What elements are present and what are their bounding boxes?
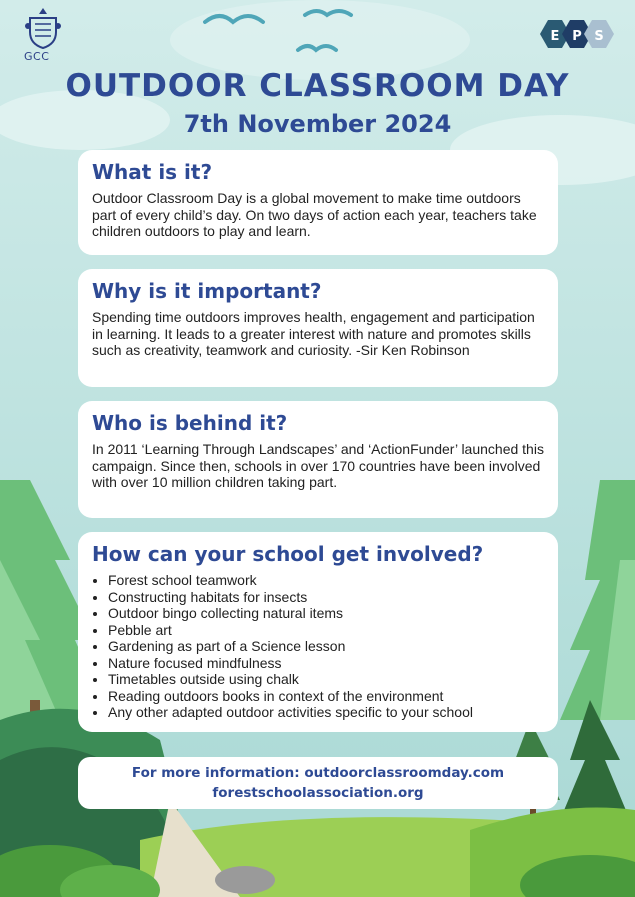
list-item: • Any other adapted outdoor activities specific to your school bbox=[108, 704, 546, 721]
event-date: 7th November 2024 bbox=[183, 110, 452, 138]
list-item: • Pebble art bbox=[108, 622, 546, 639]
list-item: • Reading outdoors books in context of the environment bbox=[108, 688, 546, 705]
list-item: • Constructing habitats for insects bbox=[108, 589, 546, 606]
why-important-card bbox=[78, 269, 558, 387]
eps-letter-p: P bbox=[572, 29, 582, 44]
section-body: In 2011 ‘Learning Through Landscapes’ and ‘ActionFunder’ launched this campaign. Since then, schools in over 170 countries have been involved with over 10 million children taking part. bbox=[92, 441, 544, 490]
eps-letter-s: S bbox=[594, 29, 604, 44]
section-body: Outdoor Classroom Day is a global movement to make time outdoors part of every child’s day. On two days of action each year, teachers take children outdoors to play and learn. bbox=[92, 190, 537, 239]
list-item: • Timetables outside using chalk bbox=[108, 671, 546, 688]
section-body: Spending time outdoors improves health, engagement and participation in learning. It leads to a greater interest with nature and promotes skills such as creativity, teamwork and curiosity. -Sir Ken Robinson bbox=[92, 309, 535, 358]
list-item: • Gardening as part of a Science lesson bbox=[108, 638, 546, 655]
more-info-line-2[interactable]: forestschoolassociation.org bbox=[212, 785, 424, 801]
section-heading: Who is behind it? bbox=[92, 411, 288, 435]
get-involved-card bbox=[78, 532, 558, 732]
section-heading: How can your school get involved? bbox=[92, 542, 484, 566]
activity-list bbox=[92, 572, 546, 721]
page-title: OUTDOOR CLASSROOM DAY bbox=[65, 68, 570, 104]
gcc-label: GCC bbox=[24, 50, 50, 63]
eps-letter-e: E bbox=[550, 29, 560, 44]
list-item: • Outdoor bingo collecting natural items bbox=[108, 605, 546, 622]
section-heading: What is it? bbox=[92, 160, 213, 184]
who-behind-card bbox=[78, 401, 558, 518]
section-heading: Why is it important? bbox=[92, 279, 322, 303]
eps-logo-icon bbox=[540, 10, 620, 58]
list-item: • Nature focused mindfulness bbox=[108, 655, 546, 672]
what-is-it-card bbox=[78, 150, 558, 255]
more-info-box bbox=[78, 757, 558, 809]
list-item: • Forest school teamwork bbox=[108, 572, 546, 589]
more-info-line-1[interactable]: For more information: outdoorclassroomday.com bbox=[131, 765, 505, 781]
